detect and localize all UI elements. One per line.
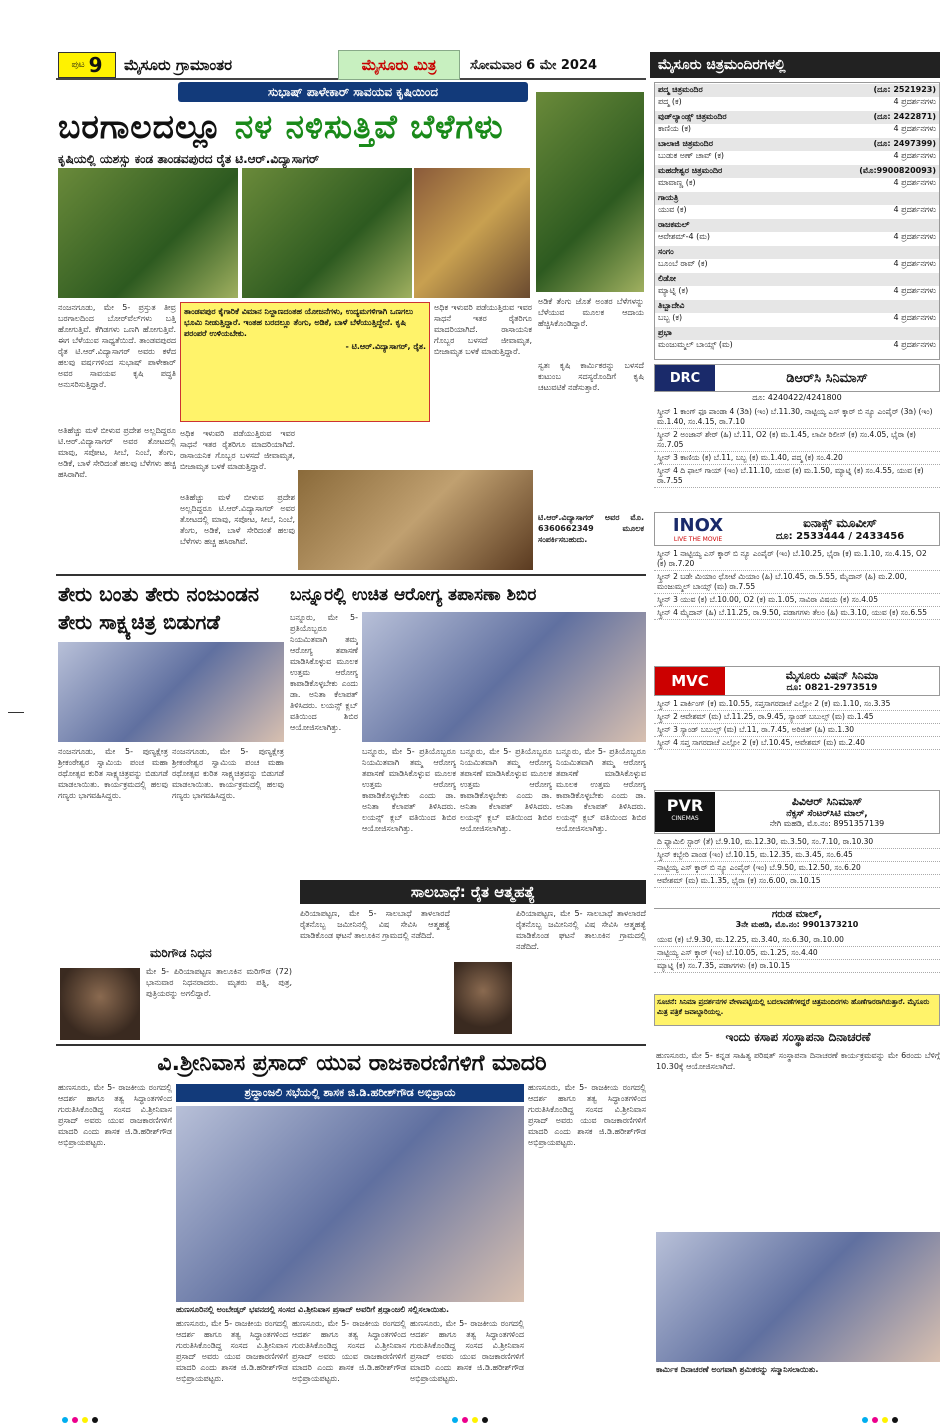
- lead-body-col1b: ಅತಿಹೆಚ್ಚು ಮಳೆ ಬೀಳುವ ಪ್ರದೇಶ ಅಲ್ಲದಿದ್ದರೂ ಟಿ.ಆರ್.ವಿದ್ಯಾಸಾಗರ್ ಅವರ ತೋಟದಲ್ಲಿ ಮಾವು, ಸಪೋಟ, ಸೀಬೆ, ನಿಂಬೆ, ತೆಂಗು, ಅಡಿಕೆ, ಬಾಳೆ ಸೇರಿದಂತೆ ಹಲವು ಬೆಳೆಗಳು ಹಚ್ಚ ಹಸಿರಾಗಿವೆ.: [58, 426, 176, 479]
- story2-headline: ತೇರು ಬಂತು ತೇರು ನಂಜುಂಡನ ತೇರು ಸಾಕ್ಷ್ಯಚಿತ್ರ ಬಿಡುಗಡೆ: [58, 582, 259, 634]
- orchard-photo: [536, 92, 644, 292]
- screen-schedule-row: ಯುವ (ಕ) ಬೆ.9.30, ಮ.12.25, ಮ.3.40, ಸಂ.6.30, ರಾ.10.00: [654, 934, 940, 947]
- garuda-header: [654, 908, 940, 932]
- cinema-hall-name: ವುಡ್‌ಲ್ಯಾಂಡ್ಸ್ ಚಿತ್ರಮಂದಿರ: [658, 112, 727, 121]
- cinema-listing: [654, 82, 940, 360]
- cinema-hall-row: [655, 300, 939, 313]
- screen-schedule-row: ಸ್ಕ್ರೀನ್ 2 ಆವೇಶಮ್ (ಮ) ಬೆ.11.25, ರಾ.9.45, ಸ್ಯಾಂಡ್ ಬಬುಲ್ಸ್ (ಮ) ಮ.1.45: [654, 711, 940, 724]
- cinema-movie-title: ಬುಡುಕ ಅಣ್ ಚಾವ್ (ಕ): [658, 151, 725, 160]
- cinema-hall-name: ಲಿಡೋ: [658, 274, 676, 283]
- newspaper-logo: ಮೈಸೂರು ಮಿತ್ರ: [338, 50, 460, 80]
- cinema-show-count: 4 ಪ್ರದರ್ಶನಗಳು: [893, 97, 936, 106]
- farmer-photo-1: [58, 168, 238, 298]
- story5-body-col4: ಹುಣಸೂರು, ಮೇ 5- ರಾಜಕೀಯ ರಂಗದಲ್ಲಿ ಆದರ್ಶ ಹಾಗೂ ತತ್ವ ಸಿದ್ಧಾಂತಗಳಿಂದ ಗುರುತಿಸಿಕೊಂಡಿದ್ದ ಸಂಸದ ವಿ.ಶ್ರೀನಿವಾಸ ಪ್ರಸಾದ್ ಅವರು ಯುವ ರಾಜಕಾರಣಿಗಳಿಗೆ ಮಾದರಿ ಎಂದು ಶಾಸಕ ಜಿ.ಡಿ.ಹರೀಶ್‌ಗೌಡ ಅಭಿಪ್ರಾಯಪಟ್ಟರು.: [410, 1319, 524, 1383]
- cinema-hall-row: [655, 246, 939, 259]
- pull-quote-text: ತಾಂಡವಪುರ ಕೈಗಾರಿಕೆ ವಿಮಾನ ನಿಲ್ದಾಣದಂತಹ ಯೋಜನೆಗಳು, ಉದ್ಯಮಗಳಿಗಾಗಿ ಒಣಗಲು ಭೂಮಿ ನೀಡುತ್ತಿದ್ದಾರೆ. ಇಂತಹ ಬರದಲ್ಲೂ ತೆಂಗು, ಅಡಿಕೆ, ಬಾಳೆ ಬೆಳೆಯುತ್ತಿದ್ದೇನೆ. ಕೃಷಿ ಪರಂಪರೆ ಉಳಿಯಬೇಕು.: [184, 307, 414, 338]
- story4-photo: [454, 962, 512, 1034]
- screen-schedule-row: ಸ್ಕ್ರೀನ್ 3 ಕಾಣಿಯ (ಕ) ಬೆ.11, ಬಬ್ಬ (ಕ) ಮ.1.40, ಪದ್ಮ (ಕ) ಸಂ.4.20: [654, 452, 940, 465]
- cinema-movie-title: ಮಂಜುಮ್ಮಲ್ ಬಾಯ್ಸ್ (ಮ): [658, 340, 733, 349]
- drc-header: [654, 364, 940, 392]
- cinema-hall-name: ತಿಬ್ಬಾದೇವಿ: [658, 301, 685, 310]
- drc-schedule: [654, 406, 940, 510]
- cinema-movie-row: [655, 232, 939, 245]
- cinema-show-count: 4 ಪ್ರದರ್ಶನಗಳು: [893, 151, 936, 160]
- screen-schedule-row: ಸ್ಕ್ರೀನ್ 3 ಸ್ಯಾಂಡ್ ಬಬುಲ್ಸ್ (ಮ) ಬೆ.11, ರಾ.7.45, ಅರಿಜಿತ್ (ಹಿ) ಮ.1.30: [654, 724, 940, 737]
- farmer-photo-2: [242, 168, 412, 298]
- pvr-logo-block: [655, 792, 715, 832]
- garuda-name: ಗರುಡ ಮಾಲ್,: [771, 909, 823, 920]
- cinema-show-count: 4 ಪ್ರದರ್ಶನಗಳು: [893, 259, 936, 268]
- firewood-photo: [298, 470, 533, 570]
- cinema-movie-title: ಯುವ (ಕ): [658, 205, 687, 214]
- cinema-movie-row: [655, 259, 939, 272]
- cinema-movie-row: [655, 205, 939, 218]
- cinema-notice: ಸೂಚನೆ: ಸಿನಿಮಾ ಪ್ರದರ್ಶನಗಳ ವೇಳಾಪಟ್ಟಿಯಲ್ಲಿ ಬದಲಾವಣೆಗಳಿದ್ದರೆ ಚಿತ್ರಮಂದಿರಗಳು ಹೊಣೆಗಾರರಾಗಿರುತ್ತಾರೆ. ಮೈಸೂರು ಮಿತ್ರ ಪತ್ರಿಕೆ ಜವಾಬ್ದಾರಿಯಲ್ಲ.: [654, 994, 940, 1026]
- cinema-show-count: 4 ಪ್ರದರ್ಶನಗಳು: [893, 313, 936, 322]
- cinema-hall-phone: (ದೂ: 2521923): [873, 85, 936, 94]
- cinema-show-count: 4 ಪ್ರದರ್ಶನಗಳು: [893, 232, 936, 241]
- screen-schedule-row: ಸ್ಕ್ರೀನ್ 4 ದಿ ಫಾಲ್ ಗಾಯ್ (ಇಂ) ಬೆ.11.10, ಯುವ (ಕ) ಮ.1.50, ಮ್ಯಾಟ್ನಿ (ಕ) ಸಂ.4.55, ಯುವ (ಕ) ರಾ.7.55: [654, 465, 940, 488]
- story5-body-col3: ಹುಣಸೂರು, ಮೇ 5- ರಾಜಕೀಯ ರಂಗದಲ್ಲಿ ಆದರ್ಶ ಹಾಗೂ ತತ್ವ ಸಿದ್ಧಾಂತಗಳಿಂದ ಗುರುತಿಸಿಕೊಂಡಿದ್ದ ಸಂಸದ ವಿ.ಶ್ರೀನಿವಾಸ ಪ್ರಸಾದ್ ಅವರು ಯುವ ರಾಜಕಾರಣಿಗಳಿಗೆ ಮಾದರಿ ಎಂದು ಶಾಸಕ ಜಿ.ಡಿ.ಹರೀಶ್‌ಗೌಡ ಅಭಿಪ್ರಾಯಪಟ್ಟರು.: [292, 1319, 406, 1383]
- cinema-hall-phone: (ದೂ: 2497399): [873, 139, 936, 148]
- story5-headline: ವಿ.ಶ್ರೀನಿವಾಸ ಪ್ರಸಾದ್ ಯುವ ರಾಜಕಾರಣಿಗಳಿಗೆ ಮಾದರಿ: [157, 1051, 547, 1076]
- inox-name: ಐನಾಕ್ಸ್ ಮೂವೀಸ್: [803, 516, 877, 530]
- divider: [56, 1044, 646, 1046]
- cinema-hall-name: ಪ್ರಭಾ: [658, 328, 672, 337]
- inox-header: [654, 512, 940, 546]
- cinema-movie-row: [655, 97, 939, 110]
- garuda-schedule: [654, 934, 940, 990]
- drc-phone: ದೂ: 4240422/4241800: [752, 393, 842, 402]
- screen-schedule-row: ಸ್ಕ್ರೀನ್ 4 ಸಪ್ತ ಸಾಗರದಾಚೆ ಎಲ್ಲೋ 2 (ಕ) ಬೆ.10.45, ಆವೇಶಮ್ (ಮ) ಮ.2.40: [654, 737, 940, 750]
- mvc-name: ಮೈಸೂರು ವಿಷನ್ ಸಿನಿಮಾ: [785, 669, 879, 682]
- cinema-hall-row: [655, 273, 939, 286]
- story6-headline: ಇಂದು ಕಸಾಪ ಸಂಸ್ಥಾಪನಾ ದಿನಾಚರಣೆ: [725, 1030, 871, 1044]
- cinema-hall-name: ಸಂಗಂ: [658, 247, 674, 256]
- cinema-hall-name: ಬಾಲಾಜಿ ಚಿತ್ರಮಂದಿರ: [658, 139, 713, 148]
- cinema-hall-phone: (ಮೊ:9900820093): [859, 166, 936, 175]
- story5-body-col2: ಹುಣಸೂರು, ಮೇ 5- ರಾಜಕೀಯ ರಂಗದಲ್ಲಿ ಆದರ್ಶ ಹಾಗೂ ತತ್ವ ಸಿದ್ಧಾಂತಗಳಿಂದ ಗುರುತಿಸಿಕೊಂಡಿದ್ದ ಸಂಸದ ವಿ.ಶ್ರೀನಿವಾಸ ಪ್ರಸಾದ್ ಅವರು ಯುವ ರಾಜಕಾರಣಿಗಳಿಗೆ ಮಾದರಿ ಎಂದು ಶಾಸಕ ಜಿ.ಡಿ.ಹರೀಶ್‌ಗೌಡ ಅಭಿಪ್ರಾಯಪಟ್ಟರು.: [176, 1319, 288, 1383]
- mvc-phone: ದೂ: 0821-2973519: [786, 683, 878, 693]
- inox-logo: INOX: [672, 515, 724, 536]
- pvr-phone: ನೇಗಿ ಮಹಡಿ, ಮೊ.ನಂ: 8951357139: [769, 819, 885, 828]
- headline-part-a: ಬರಗಾಲದಲ್ಲೂ: [58, 107, 223, 146]
- garuda-phone: 3ನೇ ಮಹಡಿ, ಮೊ.ನಂ: 9901373210: [735, 920, 859, 929]
- cinema-hall-row: [655, 165, 939, 178]
- inox-tagline: LIVE THE MOVIE: [673, 536, 723, 543]
- lead-body-col1: ನಂಜನಗೂಡು, ಮೇ 5- ಪ್ರಸ್ತುತ ತೀವ್ರ ಬರಗಾಲದಿಂದ ಬೋರ್‌ವೆಲ್‌ಗಳು ಬತ್ತಿ ಹೋಗುತ್ತಿವೆ. ಕೆಗಿಡಗಳು ಒಣಗಿ ಹೋಗುತ್ತಿವೆ. ಈಗ ಬೆಳೆಯುವ ಸಾಧ್ಯತೆಯಿದೆ. ತಾಂಡವಪುರದ ರೈತ ಟಿ.ಆರ್.ವಿದ್ಯಾಸಾಗರ್ ಅವರು ಕಳೆದ ಹಲವು ವರ್ಷಗಳಿಂದ ಸುಭಾಷ್ ಪಾಳೇಕಾರ್ ಅವರ ಸಾವಯವ ಕೃಷಿ ಪದ್ಧತಿ ಅನುಸರಿಸುತ್ತಿದ್ದಾರೆ.: [58, 303, 176, 389]
- lead-headline: [58, 104, 528, 150]
- story6-caption: ಕಾರ್ಮಿಕ ದಿನಾಚರಣೆ ಅಂಗವಾಗಿ ಶ್ರಮಿಕರನ್ನು ಸನ್ಮಾನಿಸಲಾಯಿತು.: [656, 1365, 819, 1374]
- drc-logo: DRC: [655, 365, 715, 391]
- lead-pull-quote: [180, 302, 430, 422]
- cinema-movie-row: [655, 151, 939, 164]
- obit-photo: [60, 968, 140, 1040]
- story4-headline: ಸಾಲಬಾಧೆ: ರೈತ ಆತ್ಮಹತ್ಯೆ: [300, 880, 646, 904]
- cinema-movie-title: ಆವೇಶಮ್-4 (ಮ): [658, 232, 710, 241]
- screen-schedule-row: ಸ್ಕ್ರೀನ್ 2 ಬಡೇ ಮಿಯಾಂ ಛೋಟೆ ಮಿಯಾಂ (ಹಿ) ಬೆ.10.45, ರಾ.5.55, ಮೈದಾನ್ (ಹಿ) ಮ.2.00, ಮಂಜುಮ್ಮಲ್ ಬಾಯ್ಸ್ (ಮ) ರಾ.7.55: [654, 571, 940, 594]
- lead-body-col2b: ಅತಿಹೆಚ್ಚು ಮಳೆ ಬೀಳುವ ಪ್ರದೇಶ ಅಲ್ಲದಿದ್ದರೂ ಟಿ.ಆರ್.ವಿದ್ಯಾಸಾಗರ್ ಅವರ ತೋಟದಲ್ಲಿ ಮಾವು, ಸಪೋಟ, ಸೀಬೆ, ನಿಂಬೆ, ತೆಂಗು, ಅಡಿಕೆ, ಬಾಳೆ ಸೇರಿದಂತೆ ಹಲವು ಬೆಳೆಗಳು ಹಚ್ಚ ಹಸಿರಾಗಿವೆ.: [180, 493, 295, 546]
- story5-photo: [176, 1106, 524, 1302]
- screen-schedule-row: ನಾಟ್ಟಿಯ್ಯ ಎಸ್ ಕ್ಕಾರ್ ಬಿ ನ್ಯೂ ಎಂಪೈರ್ (ಇಂ) ಬೆ.9.50, ಮ.12.50, ಸಂ.6.20: [654, 862, 940, 875]
- cinema-movie-row: [655, 124, 939, 137]
- story2-photo: [58, 642, 284, 742]
- lead-subhead: ಕೃಷಿಯಲ್ಲಿ ಯಶಸ್ಸು ಕಂಡ ತಾಂಡವಪುರದ ರೈತ ಟಿ.ಆರ್.ವಿದ್ಯಾಸಾಗರ್: [58, 152, 320, 166]
- cinema-show-count: 4 ಪ್ರದರ್ಶನಗಳು: [893, 178, 936, 187]
- screen-schedule-row: ಸ್ಕ್ರೀನ್ 1 ನಾಟ್ಟಿಯ್ಯ ಎಸ್ ಕ್ಕಾರ್ ಬಿ ನ್ಯೂ ಎಂಪೈರ್ (ಇಂ) ಬೆ.10.25, ಭೈರಾ (ಕ) ಮ.1.10, ಸಂ.4.15, O2 (ಕ) ರಾ.7.20: [654, 548, 940, 571]
- registration-dots: [60, 1408, 100, 1424]
- screen-schedule-row: ಸ್ಕ್ರೀನ್ 2 ಅಂಜಾನ್ ಶೇರ್ (ಹಿ) ಬೆ.11, O2 (ಕ) ಮ.1.45, ಲಾವೀ ರಿಲೀಸ್ (ಕ) ಸಂ.4.05, ಭೈರಾ (ಕ) ಸಂ.7.05: [654, 429, 940, 452]
- story6-photo: [656, 1232, 940, 1362]
- pvr-mall: ನೆಕ್ಸಸ್ ಸೆಂಟರ್‌ಸಿಟಿ ಮಾಲ್,: [786, 809, 868, 819]
- story3-body-col4: ಬನ್ನೂರು, ಮೇ 5- ಪ್ರತಿಯೊಬ್ಬರೂ ನಿಯಮಿತವಾಗಿ ತಮ್ಮ ಆರೋಗ್ಯ ತಪಾಸಣೆ ಮಾಡಿಸಿಕೊಳ್ಳುವ ಮೂಲಕ ಉತ್ತಮ ಆರೋಗ್ಯ ಕಾಪಾಡಿಕೊಳ್ಳಬೇಕು ಎಂದು ಡಾ. ಅನಿತಾ ಕೆಲಾಪತ್ ತಿಳಿಸಿದರು. ಲಯನ್ಸ್ ಕ್ಲಬ್ ವತಿಯಿಂದ ಶಿಬಿರ ಆಯೋಜಿಸಲಾಗಿತ್ತು.: [556, 747, 646, 833]
- inox-schedule: [654, 548, 940, 664]
- cinema-movie-title: ಮಾವಾಣ್ಣ (ಕ): [658, 178, 696, 187]
- cinema-movie-title: ಬೂಂಬೆ ರಾವ್ (ಕ): [658, 259, 708, 268]
- screen-schedule-row: ಸ್ಕ್ರೀನ್ ಕಬ್ಬೇರಿ ಪಾಂಡ (ಇಂ) ಬೆ.10.15, ಮ.12.35, ಮ.3.45, ಸಂ.6.45: [654, 849, 940, 862]
- pull-quote-attribution: - ಟಿ.ಆರ್.ವಿದ್ಯಾಸಾಗರ್, ರೈತ.: [345, 342, 426, 351]
- lead-body-col2: ಅಧಿಕ ಇಳುವರಿ ಪಡೆಯುತ್ತಿರುವ ಇವರ ಸಾಧನೆ ಇತರ ರೈತರಿಗೂ ಮಾದರಿಯಾಗಿದೆ. ರಾಸಾಯನಿಕ ಗೊಬ್ಬರ ಬಳಸದೆ ಜೀವಾಮೃತ, ಬೀಜಾಮೃತ ಬಳಕೆ ಮಾಡುತ್ತಿದ್ದಾರೆ.: [180, 429, 295, 471]
- pvr-schedule: [654, 836, 940, 906]
- cinema-movie-title: ಬಬ್ಬ (ಕ): [658, 313, 683, 322]
- story3-photo: [362, 612, 646, 742]
- story6-body: ಹುಣಸೂರು, ಮೇ 5- ಕನ್ನಡ ಸಾಹಿತ್ಯ ಪರಿಷತ್ ಸಂಸ್ಥಾಪನಾ ದಿನಾಚರಣೆ ಕಾರ್ಯಕ್ರಮವನ್ನು ಮೇ 6ರಂದು ಬೆಳಿಗ್ಗೆ 10.30ಕ್ಕೆ ಆಯೋಜಿಸಲಾಗಿದೆ.: [656, 1051, 940, 1071]
- cinema-title: ಮೈಸೂರು ಚಿತ್ರಮಂದಿರಗಳಲ್ಲಿ: [650, 52, 940, 78]
- story4-body-col1: ಪಿರಿಯಾಪಟ್ಟಣ, ಮೇ 5- ಸಾಲಬಾಧೆ ತಾಳಲಾರದೆ ರೈತನೊಬ್ಬ ಜಮೀನಿನಲ್ಲಿ ವಿಷ ಸೇವಿಸಿ ಆತ್ಮಹತ್ಯೆ ಮಾಡಿಕೊಂಡ ಘಟನೆ ತಾಲೂಕಿನ ಗ್ರಾಮದಲ್ಲಿ ನಡೆದಿದೆ.: [300, 909, 450, 940]
- cinema-hall-name: ಪದ್ಮ ಚಿತ್ರಮಂದಿರ: [658, 85, 703, 94]
- cinema-hall-row: [655, 84, 939, 97]
- issue-date: ಸೋಮವಾರ 6 ಮೇ 2024: [470, 57, 598, 73]
- cinema-hall-row: [655, 192, 939, 205]
- obit-headline: ಮರಿಗೌಡ ನಿಧನ: [150, 946, 212, 960]
- drc-name: ಡಿಆರ್‌ಸಿ ಸಿನಿಮಾಸ್: [786, 370, 868, 386]
- obit-body: ಮೇ 5- ಪಿರಿಯಾಪಟ್ಟಣ ತಾಲೂಕಿನ ಮರಿಗೌಡ (72) ಭಾನುವಾರ ನಿಧನರಾದರು. ಮೃತರು ಪತ್ನಿ, ಪುತ್ರ, ಪುತ್ರಿಯರನ್ನು ಅಗಲಿದ್ದಾರೆ.: [146, 967, 292, 998]
- mvc-info: [725, 669, 939, 693]
- pvr-info: [715, 795, 939, 829]
- inox-info: [741, 516, 939, 542]
- story5-body-col5: ಹುಣಸೂರು, ಮೇ 5- ರಾಜಕೀಯ ರಂಗದಲ್ಲಿ ಆದರ್ಶ ಹಾಗೂ ತತ್ವ ಸಿದ್ಧಾಂತಗಳಿಂದ ಗುರುತಿಸಿಕೊಂಡಿದ್ದ ಸಂಸದ ವಿ.ಶ್ರೀನಿವಾಸ ಪ್ರಸಾದ್ ಅವರು ಯುವ ರಾಜಕಾರಣಿಗಳಿಗೆ ಮಾದರಿ ಎಂದು ಶಾಸಕ ಜಿ.ಡಿ.ಹರೀಶ್‌ಗೌಡ ಅಭಿಪ್ರಾಯಪಟ್ಟರು.: [528, 1083, 646, 1147]
- pvr-name: ಪಿವಿಆರ್ ಸಿನಿಮಾಸ್: [791, 795, 863, 808]
- screen-schedule-row: ಸ್ಕ್ರೀನ್ 3 ಯುವ (ಕ) ಬೆ.10.00, O2 (ಕ) ಮ.1.05, ಸಾವಿರಾ ವಿಷಯ (ಕ) ಸಂ.4.05: [654, 594, 940, 607]
- story3-body-col1: ಬನ್ನೂರು, ಮೇ 5- ಪ್ರತಿಯೊಬ್ಬರೂ ನಿಯಮಿತವಾಗಿ ತಮ್ಮ ಆರೋಗ್ಯ ತಪಾಸಣೆ ಮಾಡಿಸಿಕೊಳ್ಳುವ ಮೂಲಕ ಉತ್ತಮ ಆರೋಗ್ಯ ಕಾಪಾಡಿಕೊಳ್ಳಬೇಕು ಎಂದು ಡಾ. ಅನಿತಾ ಕೆಲಾಪತ್ ತಿಳಿಸಿದರು. ಲಯನ್ಸ್ ಕ್ಲಬ್ ವತಿಯಿಂದ ಶಿಬಿರ ಆಯೋಜಿಸಲಾಗಿತ್ತು.: [290, 613, 358, 732]
- cinema-movie-row: [655, 286, 939, 299]
- cinema-hall-name: ಮಹದೇಶ್ವರ ಚಿತ್ರಮಂದಿರ: [658, 166, 723, 175]
- cinema-show-count: 4 ಪ್ರದರ್ಶನಗಳು: [893, 124, 936, 133]
- cinema-hall-row: [655, 111, 939, 124]
- lead-body-col3: ಅಧಿಕ ಇಳುವರಿ ಪಡೆಯುತ್ತಿರುವ ಇವರ ಸಾಧನೆ ಇತರ ರೈತರಿಗೂ ಮಾದರಿಯಾಗಿದೆ. ರಾಸಾಯನಿಕ ಗೊಬ್ಬರ ಬಳಸದೆ ಜೀವಾಮೃತ, ಬೀಜಾಮೃತ ಬಳಕೆ ಮಾಡುತ್ತಿದ್ದಾರೆ.: [434, 303, 532, 356]
- headline-part-b: ನಳ ನಳಿಸುತ್ತಿವೆ ಬೆಳೆಗಳು: [234, 107, 504, 146]
- lead-sidebar-1: ಅಡಿಕೆ ತೆಂಗು ಜೊತೆ ಅಂತರ ಬೆಳೆಗಳನ್ನು ಬೆಳೆಯುವ ಮೂಲಕ ಆದಾಯ ಹೆಚ್ಚಿಸಿಕೊಂಡಿದ್ದಾರೆ.: [538, 297, 644, 328]
- inox-logo-block: [655, 515, 741, 543]
- cinema-hall-phone: (ದೂ: 2422871): [873, 112, 936, 121]
- screen-schedule-row: ದಿ ಫ್ಯಾಮಿಲಿ ಸ್ಟಾರ್ (ತೆ) ಬೆ.9.10, ಮ.12.30, ಮ.3.50, ಸಂ.7.10, ರಾ.10.30: [654, 836, 940, 849]
- cinema-movie-row: [655, 178, 939, 191]
- cinema-movie-row: [655, 313, 939, 326]
- story3-body-col2: ಬನ್ನೂರು, ಮೇ 5- ಪ್ರತಿಯೊಬ್ಬರೂ ನಿಯಮಿತವಾಗಿ ತಮ್ಮ ಆರೋಗ್ಯ ತಪಾಸಣೆ ಮಾಡಿಸಿಕೊಳ್ಳುವ ಮೂಲಕ ಉತ್ತಮ ಆರೋಗ್ಯ ಕಾಪಾಡಿಕೊಳ್ಳಬೇಕು ಎಂದು ಡಾ. ಅನಿತಾ ಕೆಲಾಪತ್ ತಿಳಿಸಿದರು. ಲಯನ್ಸ್ ಕ್ಲಬ್ ವತಿಯಿಂದ ಶಿಬಿರ ಆಯೋಜಿಸಲಾಗಿತ್ತು.: [362, 747, 456, 833]
- screen-schedule-row: ನಾಟ್ಟಿಯ್ಯ ಎಸ್ ಕ್ಕಾರ್ (ಇಂ) ಬೆ.10.05, ಮ.1.25, ಸಂ.4.40: [654, 947, 940, 960]
- lead-kicker: ಸುಭಾಷ್ ಪಾಳೇಕಾರ್ ಸಾವಯವ ಕೃಷಿಯಿಂದ: [178, 82, 528, 102]
- cinema-hall-row: [655, 138, 939, 151]
- screen-schedule-row: ಸ್ಕ್ರೀನ್ 1 ಪಾರ್ಕಿಂಗ್ (ಕ) ಮ.10.55, ಸಪ್ತಸಾಗರದಾಚೆ ಎಲ್ಲೋ 2 (ಕ) ಮ.1.10, ಸಂ.3.35: [654, 698, 940, 711]
- inox-phone: ದೂ: 2533444 / 2433456: [775, 531, 905, 542]
- lead-sidebar-2: ಸ್ವತಃ ಕೃಷಿ ಕಾರ್ಮಿಕರನ್ನು ಬಳಸದೆ ಕುಟುಂಬ ಸದಸ್ಯರೊಂದಿಗೆ ಕೃಷಿ ಚಟುವಟಿಕೆ ನಡೆಸುತ್ತಾರೆ.: [538, 361, 644, 392]
- mvc-header: [654, 666, 940, 696]
- cinema-show-count: 4 ಪ್ರದರ್ಶನಗಳು: [893, 205, 936, 214]
- pvr-logo: PVR: [666, 796, 704, 815]
- page-label: ಪುಟ: [71, 60, 85, 70]
- crop-mark: [8, 712, 24, 713]
- lead-contact: ಟಿ.ಆರ್.ವಿದ್ಯಾಸಾಗರ್ ಅವರ ಮೊ. 6360662349 ಮೂಲಕ ಸಂಪರ್ಕಿಸಬಹುದು.: [538, 513, 644, 544]
- screen-schedule-row: ಸ್ಕ್ರೀನ್ 1 ಕಾಂಗ್ ಫೂ ಪಾಂಡಾ 4 (3ಡಿ) (ಇಂ) ಬೆ.11.30, ನಾಟ್ಟಿಯ್ಯ ಎಸ್ ಕ್ಕಾರ್ ಬಿ ನ್ಯೂ ಎಂಪೈರ್ (3ಡಿ) (ಇಂ) ಮ.1.40, ಸಂ.4.15, ರಾ.7.10: [654, 406, 940, 429]
- pvr-sub: CINEMAS: [671, 815, 699, 822]
- cinema-movie-title: ಕಾಣಿಯ (ಕ): [658, 124, 692, 133]
- section-title: ಮೈಸೂರು ಗ್ರಾಮಾಂತರ: [118, 52, 333, 78]
- farmer-photo-3: [414, 168, 530, 298]
- cinema-movie-row: [655, 340, 939, 353]
- cinema-show-count: 4 ಪ್ರದರ್ಶನಗಳು: [893, 286, 936, 295]
- screen-schedule-row: ಸ್ಕ್ರೀನ್ 4 ಮೈದಾನ್ (ಹಿ) ಬೆ.11.25, ರಾ.9.50, ಪಡಾಗಗಳು ತೆಲಂ (ಹಿ) ಮ.3.10, ಯುವ (ಕ) ಸಂ.6.55: [654, 607, 940, 620]
- divider: [56, 574, 646, 576]
- cinema-movie-title: ಪದ್ಮ (ಕ): [658, 97, 682, 106]
- page-number: 9: [88, 53, 103, 77]
- registration-dots: [860, 1408, 900, 1424]
- story4-body-col2: ಪಿರಿಯಾಪಟ್ಟಣ, ಮೇ 5- ಸಾಲಬಾಧೆ ತಾಳಲಾರದೆ ರೈತನೊಬ್ಬ ಜಮೀನಿನಲ್ಲಿ ವಿಷ ಸೇವಿಸಿ ಆತ್ಮಹತ್ಯೆ ಮಾಡಿಕೊಂಡ ಘಟನೆ ತಾಲೂಕಿನ ಗ್ರಾಮದಲ್ಲಿ ನಡೆದಿದೆ.: [516, 909, 646, 951]
- registration-dots: [450, 1408, 490, 1424]
- story5-caption: ಹುಣಸೂರಿನಲ್ಲಿ ಅಂಬೇಡ್ಕರ್ ಭವನದಲ್ಲಿ ಸಂಸದ ವಿ.ಶ್ರೀನಿವಾಸ ಪ್ರಸಾದ್ ಅವರಿಗೆ ಶ್ರದ್ಧಾಂಜಲಿ ಸಲ್ಲಿಸಲಾಯಿತು.: [176, 1305, 449, 1314]
- story2-body-col1: ನಂಜನಗೂಡು, ಮೇ 5- ಪುಣ್ಯಕ್ಷೇತ್ರ ಶ್ರೀಕಂಠೇಶ್ವರ ಸ್ವಾಮಿಯ ಪಂಚ ಮಹಾ ರಥೋತ್ಸವ ಕುರಿತ ಸಾಕ್ಷ್ಯಚಿತ್ರವನ್ನು ಬಿಡುಗಡೆ ಮಾಡಲಾಯಿತು. ಕಾರ್ಯಕ್ರಮದಲ್ಲಿ ಹಲವು ಗಣ್ಯರು ಭಾಗವಹಿಸಿದ್ದರು.: [58, 747, 168, 800]
- story5-kicker: ಶ್ರದ್ಧಾಂಜಲಿ ಸಭೆಯಲ್ಲಿ ಶಾಸಕ ಜಿ.ಡಿ.ಹರೀಶ್‌ಗೌಡ ಅಭಿಪ್ರಾಯ: [176, 1084, 524, 1102]
- story3-body-col3: ಬನ್ನೂರು, ಮೇ 5- ಪ್ರತಿಯೊಬ್ಬರೂ ನಿಯಮಿತವಾಗಿ ತಮ್ಮ ಆರೋಗ್ಯ ತಪಾಸಣೆ ಮಾಡಿಸಿಕೊಳ್ಳುವ ಮೂಲಕ ಉತ್ತಮ ಆರೋಗ್ಯ ಕಾಪಾಡಿಕೊಳ್ಳಬೇಕು ಎಂದು ಡಾ. ಅನಿತಾ ಕೆಲಾಪತ್ ತಿಳಿಸಿದರು. ಲಯನ್ಸ್ ಕ್ಲಬ್ ವತಿಯಿಂದ ಶಿಬಿರ ಆಯೋಜಿಸಲಾಗಿತ್ತು.: [460, 747, 552, 833]
- cinema-hall-row: [655, 219, 939, 232]
- mvc-schedule: [654, 698, 940, 788]
- story2-body-col2: ನಂಜನಗೂಡು, ಮೇ 5- ಪುಣ್ಯಕ್ಷೇತ್ರ ಶ್ರೀಕಂಠೇಶ್ವರ ಸ್ವಾಮಿಯ ಪಂಚ ಮಹಾ ರಥೋತ್ಸವ ಕುರಿತ ಸಾಕ್ಷ್ಯಚಿತ್ರವನ್ನು ಬಿಡುಗಡೆ ಮಾಡಲಾಯಿತು. ಕಾರ್ಯಕ್ರಮದಲ್ಲಿ ಹಲವು ಗಣ್ಯರು ಭಾಗವಹಿಸಿದ್ದರು.: [172, 747, 284, 800]
- mvc-logo: MVC: [655, 667, 725, 695]
- cinema-hall-name: ರಾಜಕಮಲ್: [658, 220, 690, 229]
- page-number-tag: [58, 52, 116, 78]
- cinema-show-count: 4 ಪ್ರದರ್ಶನಗಳು: [893, 340, 936, 349]
- cinema-hall-name: ಗಾಯತ್ರಿ: [658, 193, 679, 202]
- pvr-header: [654, 790, 940, 834]
- cinema-movie-title: ಮ್ಯಾಟ್ನಿ (ಕ): [658, 286, 689, 295]
- cinema-hall-row: [655, 327, 939, 340]
- story5-body-col1: ಹುಣಸೂರು, ಮೇ 5- ರಾಜಕೀಯ ರಂಗದಲ್ಲಿ ಆದರ್ಶ ಹಾಗೂ ತತ್ವ ಸಿದ್ಧಾಂತಗಳಿಂದ ಗುರುತಿಸಿಕೊಂಡಿದ್ದ ಸಂಸದ ವಿ.ಶ್ರೀನಿವಾಸ ಪ್ರಸಾದ್ ಅವರು ಯುವ ರಾಜಕಾರಣಿಗಳಿಗೆ ಮಾದರಿ ಎಂದು ಶಾಸಕ ಜಿ.ಡಿ.ಹರೀಶ್‌ಗೌಡ ಅಭಿಪ್ರಾಯಪಟ್ಟರು.: [58, 1083, 172, 1147]
- story3-headline: ಬನ್ನೂರಲ್ಲಿ ಉಚಿತ ಆರೋಗ್ಯ ತಪಾಸಣಾ ಶಿಬಿರ: [290, 585, 537, 605]
- screen-schedule-row: ಮ್ಯಾಟ್ನಿ (ಕ) ಸಂ.7.35, ಪಡಾಗಗಳು (ಕ) ರಾ.10.15: [654, 960, 940, 973]
- screen-schedule-row: ಆವೇಶಮ್ (ಮ) ಮ.1.35, ಭೈರಾ (ಕ) ಸಂ.6.00, ರಾ.10.15: [654, 875, 940, 888]
